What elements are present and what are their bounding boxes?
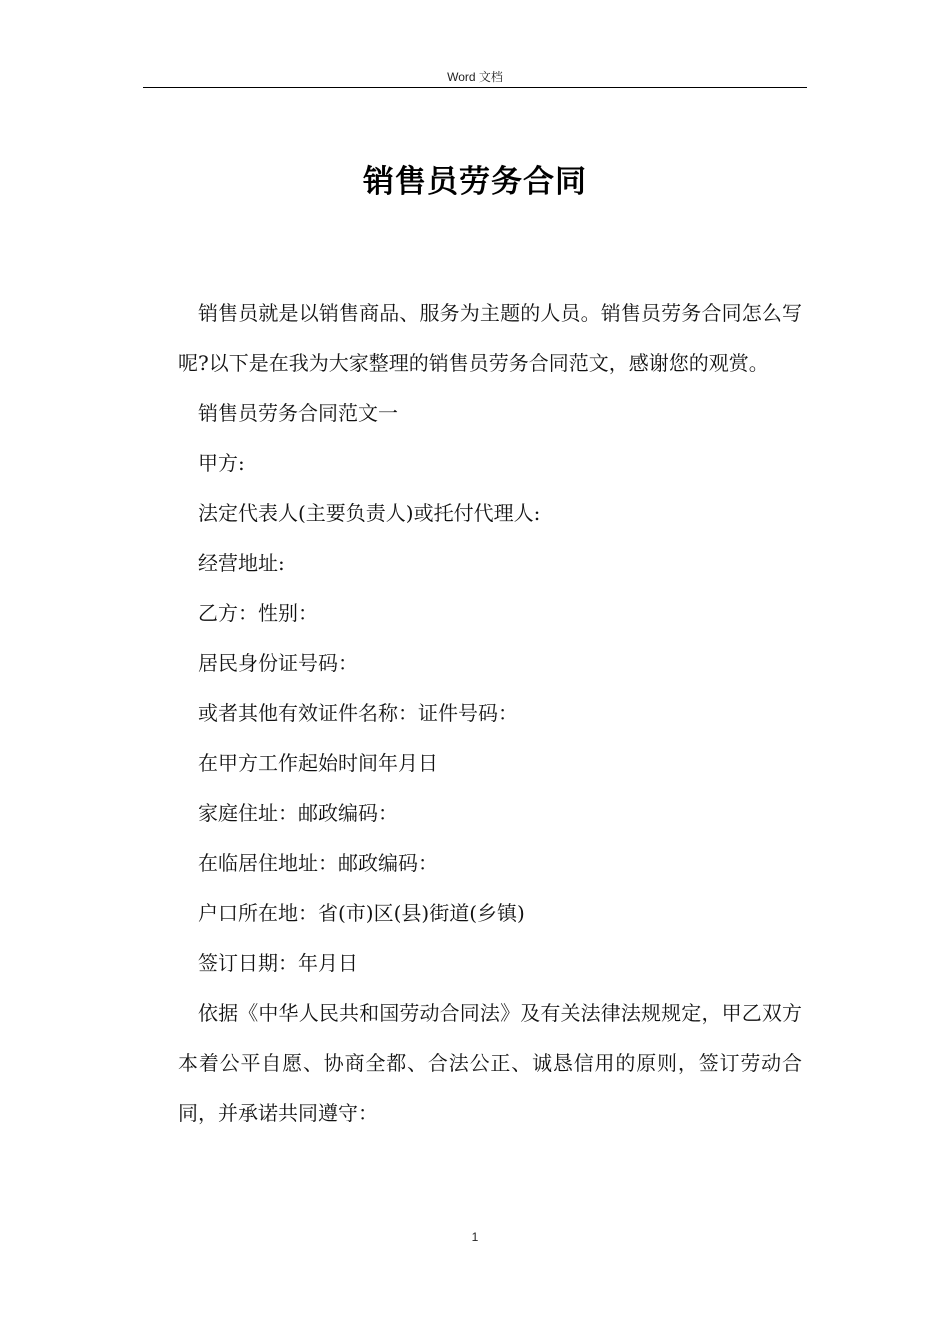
section-heading-sample-one: 销售员劳务合同范文一 <box>198 401 398 425</box>
home-address-line: 家庭住址：邮政编码： <box>198 801 398 825</box>
document-title: 销售员劳务合同 <box>363 164 587 200</box>
document-body <box>178 288 802 1138</box>
legal-basis-paragraph: 依据《中华人民共和国劳动合同法》及有关法律法规规定，甲乙双方本着公平自愿、协商全都、合法公正、诚恳信用的原则，签订劳动合同，并承诺共同遵守： <box>178 1001 802 1125</box>
legal-representative-line: 法定代表人(主要负责人)或托付代理人: <box>198 501 541 525</box>
header-divider <box>143 87 807 88</box>
id-number-line: 居民身份证号码： <box>198 651 358 675</box>
start-date-line: 在甲方工作起始时间年月日 <box>198 751 438 775</box>
party-b-gender-line: 乙方：性别： <box>198 601 318 625</box>
page-header-label: Word 文档 <box>447 70 503 84</box>
signing-date-line: 签订日期：年月日 <box>198 951 358 975</box>
other-id-line: 或者其他有效证件名称：证件号码： <box>198 701 518 725</box>
intro-paragraph: 销售员就是以销售商品、服务为主题的人员。销售员劳务合同怎么写呢?以下是在我为大家整理的销售员劳务合同范文，感谢您的观赏。 <box>178 301 802 375</box>
temporary-address-line: 在临居住地址：邮政编码： <box>198 851 438 875</box>
business-address-line: 经营地址: <box>198 551 285 575</box>
page-number: 1 <box>471 1230 479 1244</box>
household-registration-line: 户口所在地：省(市)区(县)街道(乡镇) <box>198 901 525 925</box>
party-a-line: 甲方: <box>198 451 245 475</box>
